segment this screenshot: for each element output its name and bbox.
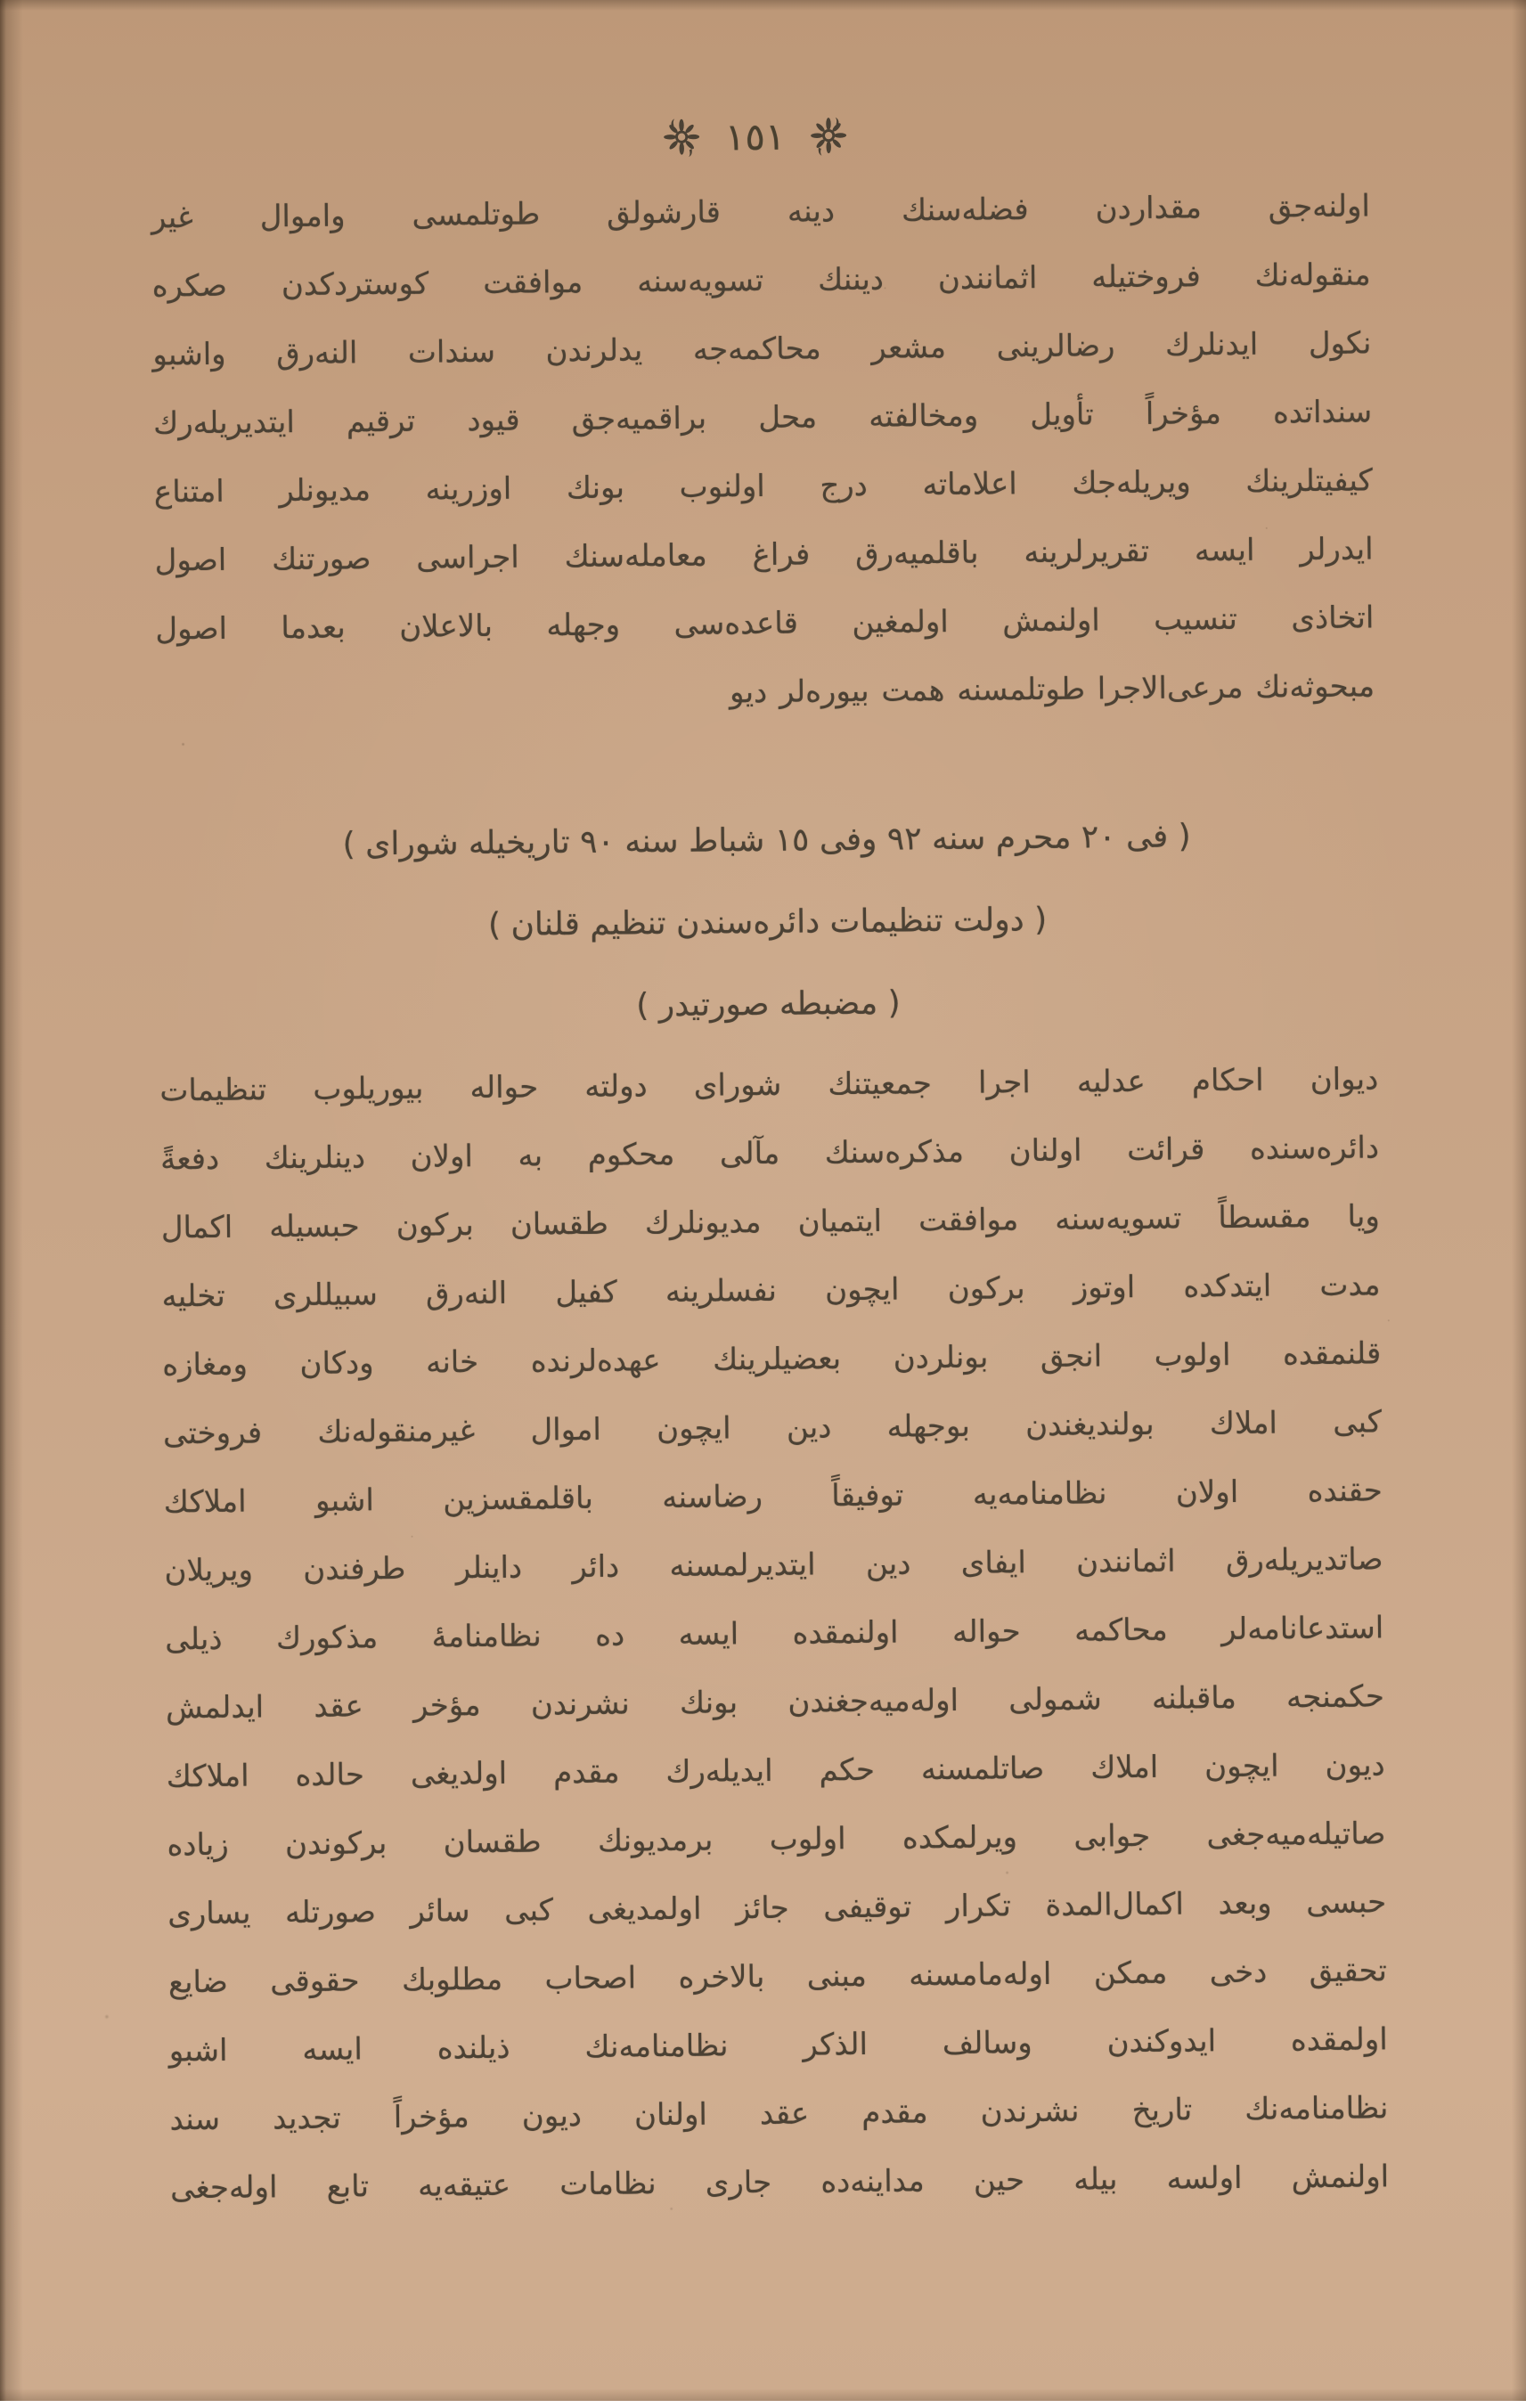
text-line: حكمنجه ماقبلنه شمولى اوله‌ميه‌جغندن بونك نشرندن مؤخر عقد ايدلمش [165,1678,1385,1726]
text-line: مدت ايتدكده اوتوز بركون ايچون نفسلرينه كفيل النه‌رق سبيللرى تخليه [161,1267,1381,1315]
text-line: استدعانامه‌لر محاكمه حواله اولنمقده ايسه ده نظامنامهٔ مذكورك ذيلى [165,1610,1384,1658]
text-line: اولنه‌جق مقداردن فضله‌سنك دينه قارشولق طوتلمسى واموال غير [151,188,1371,236]
text-line: قلنمقده اولوب انجق بونلردن بعضيلرينك عهده‌لرنده خانه ودكان ومغازه [162,1335,1382,1384]
text-line: حقنده اولان نظامنامه‌يه توفيقاً رضاسنه باقلمقسزين اشبو املاكك [163,1473,1383,1521]
text-line: ديوان احكام عدليه اجرا جمعيتنك شوراى دولته حواله بيوريلوب تنظيمات [159,1061,1379,1109]
tanzimat-department-line: ( دولت تنظيمات دائره‌سندن تنظيم قلنان ) [487,901,1048,943]
page-number: ١٥١ [724,114,786,159]
text-line: ديون ايچون املاك صاتلمسنه حكم ايديله‌رك مقدم اولديغى حالده املاكك [166,1747,1385,1795]
text-line: مبحوثه‌نك مرعى‌الاجرا طوتلمسنه همت بيوره‌لر ديو [729,668,1375,711]
text-line: اولنمش اولسه بيله حين مداينه‌ده جارى نظامات عتيقه‌يه تابع اوله‌جغى [170,2159,1390,2207]
dated-council-line: ( فى ٢٠ محرم سنه ٩٢ وفى ١٥ شباط سنه ٩٠ تاريخيله شوراى ) [342,818,1191,863]
centered-heading-block [157,794,1378,1051]
text-line: منقوله‌نك فروختيله اثمانندن ديننك تسويه‌سنه موافقت كوستردكدن صكره [151,257,1371,305]
text-line: سنداتده مؤخراً تأويل ومخالفته محل براقميه‌جق قيود ترقيم ايتديريله‌رك [152,394,1373,442]
flower-ornament-icon [661,115,702,161]
text-column [151,172,1390,2223]
text-line: كيفيتلرينك ويريله‌جك اعلاماته درج اولنوب بونك اوزرينه مديونلر امتناع [153,462,1374,510]
text-line: تحقيق دخى ممكن اوله‌مامسنه مبنى بالاخره اصحاب مطلوبك حقوقى ضايع [167,1953,1388,2001]
text-line: ويا مقسطاً تسويه‌سنه موافقت ايتميان مديونلرك طقسان بركون حبسيله اكمال [160,1198,1380,1246]
page-header [0,107,1518,167]
paragraph-1 [151,172,1375,732]
text-line: صاتديريله‌رق اثمانندن ايفاى دين ايتديرلمسنه دائر داينلر طرفندن ويريلان [164,1541,1383,1589]
text-line: اولمقده ايدوكندن وسالف الذكر نظامنامه‌نك ذيلنده ايسه اشبو [168,2021,1388,2069]
minutes-copy-line: ( مضبطه صورتيدر ) [636,984,901,1024]
paragraph-2 [159,1045,1390,2223]
flower-ornament-icon [808,113,849,159]
text-line: نظامنامه‌نك تاريخ نشرندن مقدم عقد اولنان ديون مؤخراً تجديد سند [169,2090,1389,2138]
text-line: ايدرلر ايسه تقريرلرينه باقلميه‌رق فراغ معامله‌سنك اجراسى صورتنك اصول [154,531,1374,579]
text-line: كبى املاك بولنديغندن بوجهله دين ايچون اموال غيرمنقوله‌نك فروختى [162,1404,1383,1452]
text-line: اتخاذى تنسيب اولنمش اولمغين قاعده‌سى وجهله بالاعلان بعدما اصول [155,600,1375,648]
text-line: دائره‌سنده قرائت اولنان مذكره‌سنك مآلى محكوم به اولان دينلرينك دفعةً [159,1130,1380,1178]
text-line: نكول ايدنلرك رضالرينى مشعر محاكمه‌جه يدلرندن سندات النه‌رق واشبو [152,325,1372,373]
text-line: صاتيله‌ميه‌جغى جوابى ويرلمكده اولوب برمديونك طقسان بركوندن زياده [167,1816,1386,1864]
text-line: حبسى وبعد اكمال‌المدة تكرار توقيفى جائز اولمديغى كبى سائر صورتله يسارى [167,1884,1387,1932]
